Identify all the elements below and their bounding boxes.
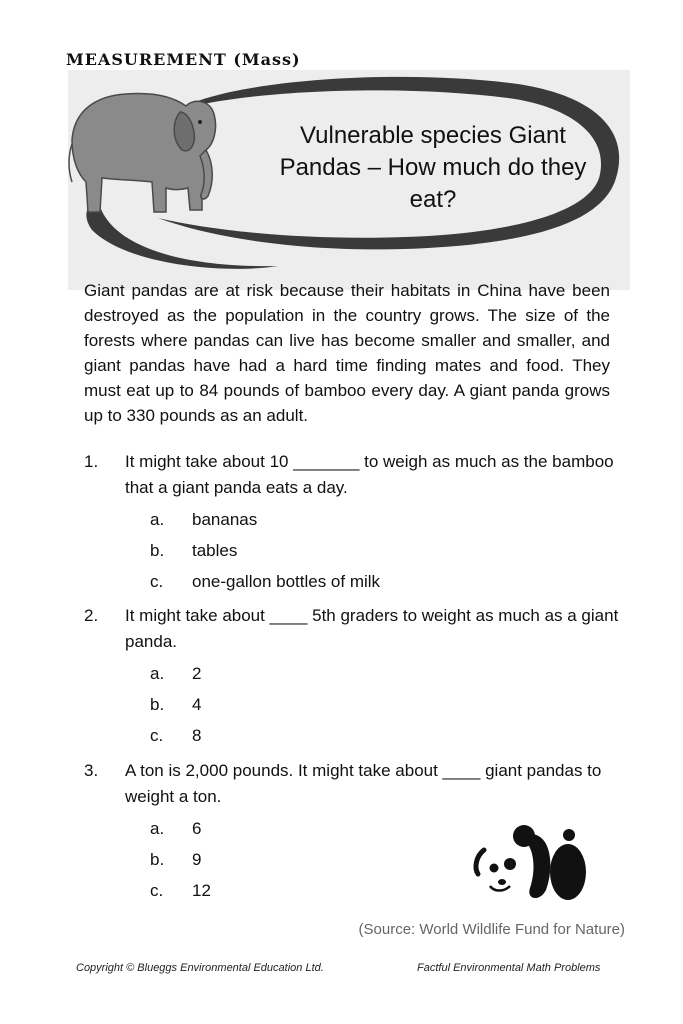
question-2 <box>84 603 624 655</box>
option-letter: c. <box>150 572 164 591</box>
question-number: 2. <box>84 606 99 625</box>
question-text: It might take about ____ 5th graders to weight as much as a giant panda. <box>125 606 619 651</box>
title-banner <box>68 70 630 290</box>
question-3 <box>84 758 624 810</box>
intro-paragraph: Giant pandas are at risk because their habitats in China have been destroyed as the population in the country grows. The size of the forests where pandas can live has become smaller and smaller, and giant pandas have had a hard time finding mates and food. They must eat up to 84 pounds of bamboo every day. A giant panda grows up to 330 pounds as an adult. <box>84 281 610 425</box>
question-number: 1. <box>84 452 99 471</box>
option-text: bananas <box>192 510 258 529</box>
option-letter: c. <box>150 726 164 745</box>
option-text: tables <box>192 541 238 560</box>
option-text: 6 <box>192 819 202 838</box>
option-text: 9 <box>192 850 202 869</box>
option-text: 12 <box>192 881 211 900</box>
source-note: (Source: World Wildlife Fund for Nature) <box>358 921 625 938</box>
option-letter: b. <box>150 541 165 560</box>
banner-title: Vulnerable species Giant Pandas – How much do they eat? <box>279 122 587 213</box>
option-letter: a. <box>150 819 165 838</box>
section-label: MEASUREMENT (Mass) <box>66 50 301 69</box>
footer-book-title: Factful Environmental Math Problems <box>417 962 601 974</box>
option-letter: b. <box>150 850 165 869</box>
option-text: one-gallon bottles of milk <box>192 572 381 591</box>
option-text: 8 <box>192 726 202 745</box>
question-number: 3. <box>84 761 99 780</box>
option-letter: b. <box>150 695 165 714</box>
footer-copyright: Copyright © Blueggs Environmental Education Ltd. <box>76 962 324 974</box>
question-text: A ton is 2,000 pounds. It might take about ____ giant pandas to weight a ton. <box>125 761 602 806</box>
option-text: 2 <box>192 664 202 683</box>
option-letter: a. <box>150 510 165 529</box>
question-1 <box>84 449 624 501</box>
option-text: 4 <box>192 695 202 714</box>
option-letter: a. <box>150 664 165 683</box>
question-text: It might take about 10 _______ to weigh as much as the bamboo that a giant panda eats a day. <box>125 452 614 497</box>
option-letter: c. <box>150 881 164 900</box>
panda-icon <box>470 822 590 906</box>
elephant-illustration <box>69 94 216 213</box>
